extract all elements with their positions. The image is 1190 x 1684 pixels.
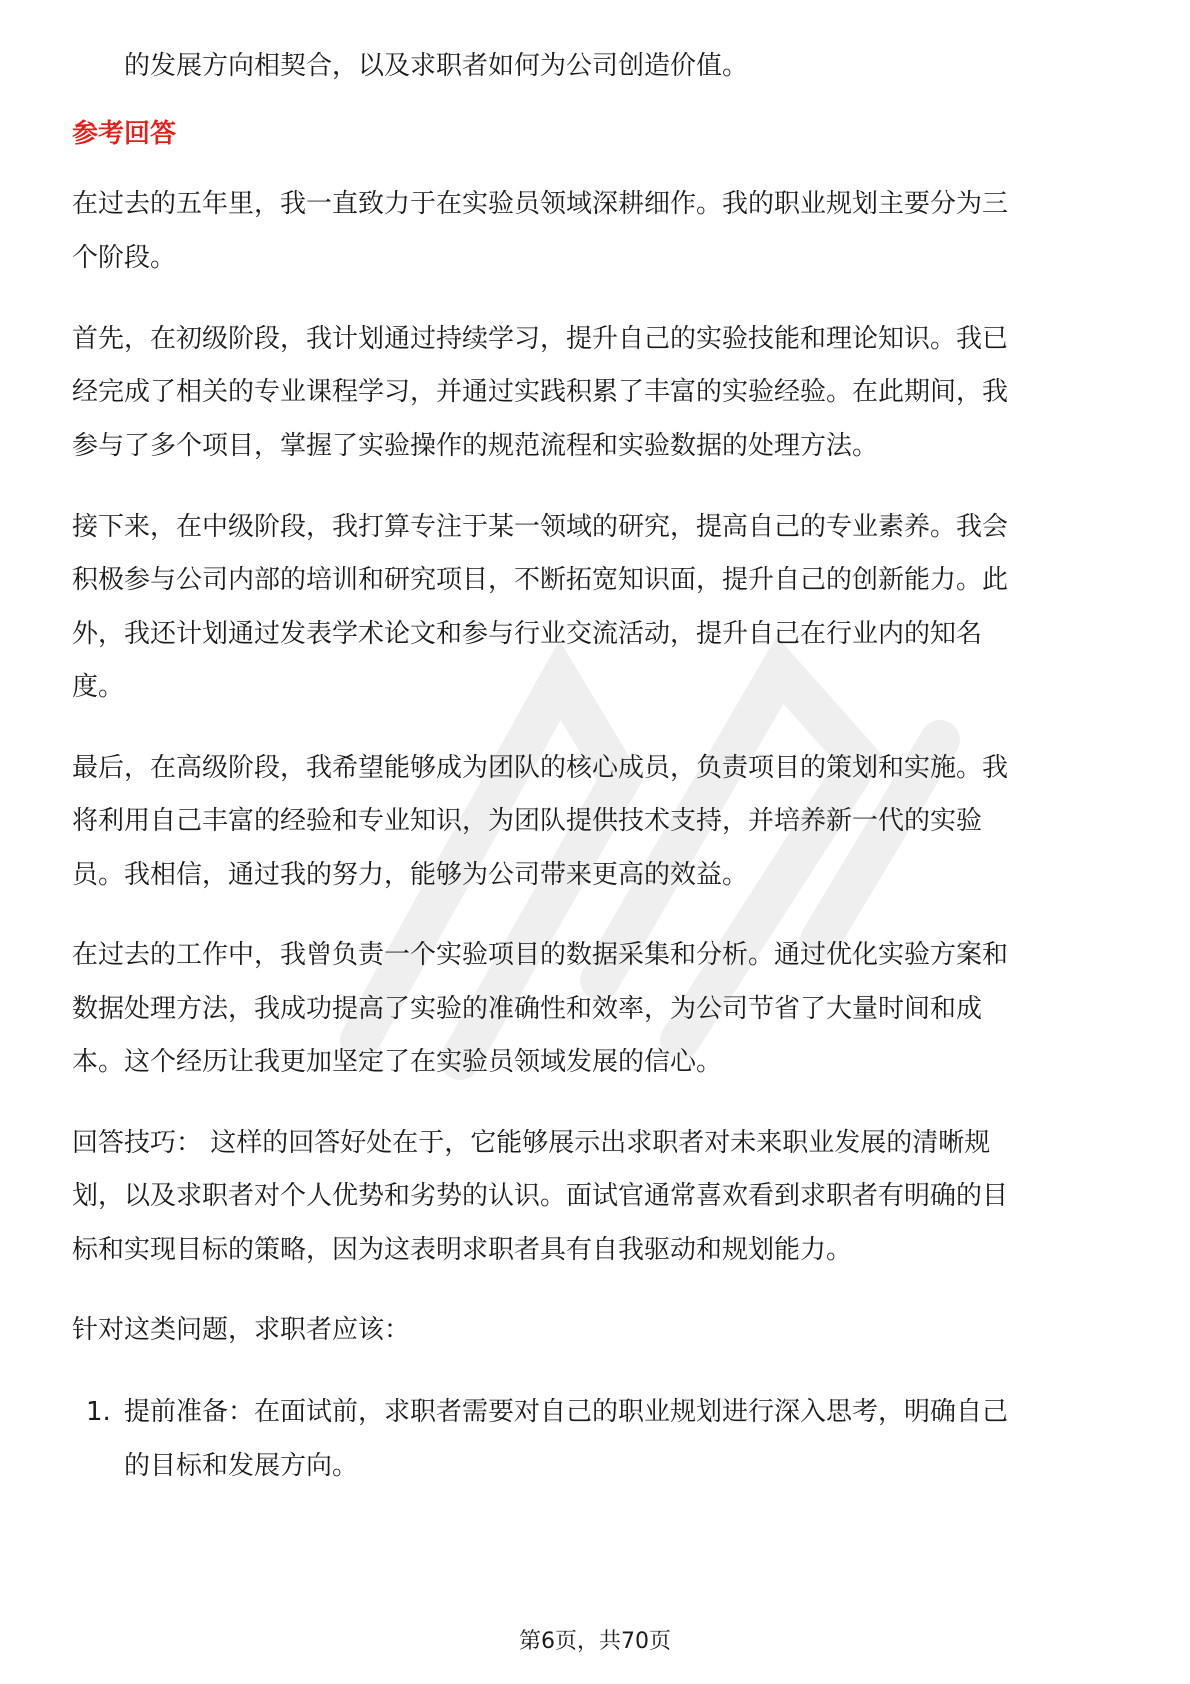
paragraph-line: 本。这个经历让我更加坚定了在实验员领域发展的信心。 xyxy=(72,1047,723,1077)
paragraph-line: 最后，在高级阶段，我希望能够成为团队的核心成员，负责项目的策划和实施。我 xyxy=(72,753,1009,783)
paragraph-line: 数据处理方法，我成功提高了实验的准确性和效率，为公司节省了大量时间和成 xyxy=(72,994,983,1024)
paragraph-line: 积极参与公司内部的培训和研究项目，不断拓宽知识面，提升自己的创新能力。此 xyxy=(72,565,1009,595)
section-heading: 参考回答 xyxy=(72,119,177,149)
intro-tail-text: 的发展方向相契合，以及求职者如何为公司创造价值。 xyxy=(124,51,749,81)
paragraph-line: 针对这类问题，求职者应该： xyxy=(72,1315,411,1345)
paragraph-line: 接下来，在中级阶段，我打算专注于某一领域的研究，提高自己的专业素养。我会 xyxy=(72,512,1009,542)
paragraph-line: 度。 xyxy=(72,672,125,702)
paragraph-line: 员。我相信，通过我的努力，能够为公司带来更高的效益。 xyxy=(72,860,749,890)
page-footer: 第6页，共70页 xyxy=(519,1629,671,1654)
paragraph-line: 外，我还计划通过发表学术论文和参与行业交流活动，提升自己在行业内的知名 xyxy=(72,619,983,649)
paragraph-line: 首先，在初级阶段，我计划通过持续学习，提升自己的实验技能和理论知识。我已 xyxy=(72,324,1009,354)
paragraph-line: 划，以及求职者对个人优势和劣势的认识。面试官通常喜欢看到求职者有明确的目 xyxy=(72,1181,1009,1211)
paragraph-line: 参与了多个项目，掌握了实验操作的规范流程和实验数据的处理方法。 xyxy=(72,431,879,461)
paragraph-line: 在过去的工作中，我曾负责一个实验项目的数据采集和分析。通过优化实验方案和 xyxy=(72,940,1009,970)
list-item-line: 提前准备：在面试前，求职者需要对自己的职业规划进行深入思考，明确自己 xyxy=(124,1397,1009,1427)
paragraph-line: 经完成了相关的专业课程学习，并通过实践积累了丰富的实验经验。在此期间，我 xyxy=(72,377,1009,407)
paragraph-line: 个阶段。 xyxy=(72,243,177,273)
list-number: 1. xyxy=(86,1397,111,1427)
paragraph-line: 标和实现目标的策略，因为这表明求职者具有自我驱动和规划能力。 xyxy=(72,1235,853,1265)
paragraph-line: 回答技巧： 这样的回答好处在于，它能够展示出求职者对未来职业发展的清晰规 xyxy=(72,1128,991,1158)
paragraph-line: 在过去的五年里，我一直致力于在实验员领域深耕细作。我的职业规划主要分为三 xyxy=(72,189,1009,219)
list-item-line: 的目标和发展方向。 xyxy=(124,1451,359,1481)
paragraph-line: 将利用自己丰富的经验和专业知识，为团队提供技术支持，并培养新一代的实验 xyxy=(72,806,983,836)
